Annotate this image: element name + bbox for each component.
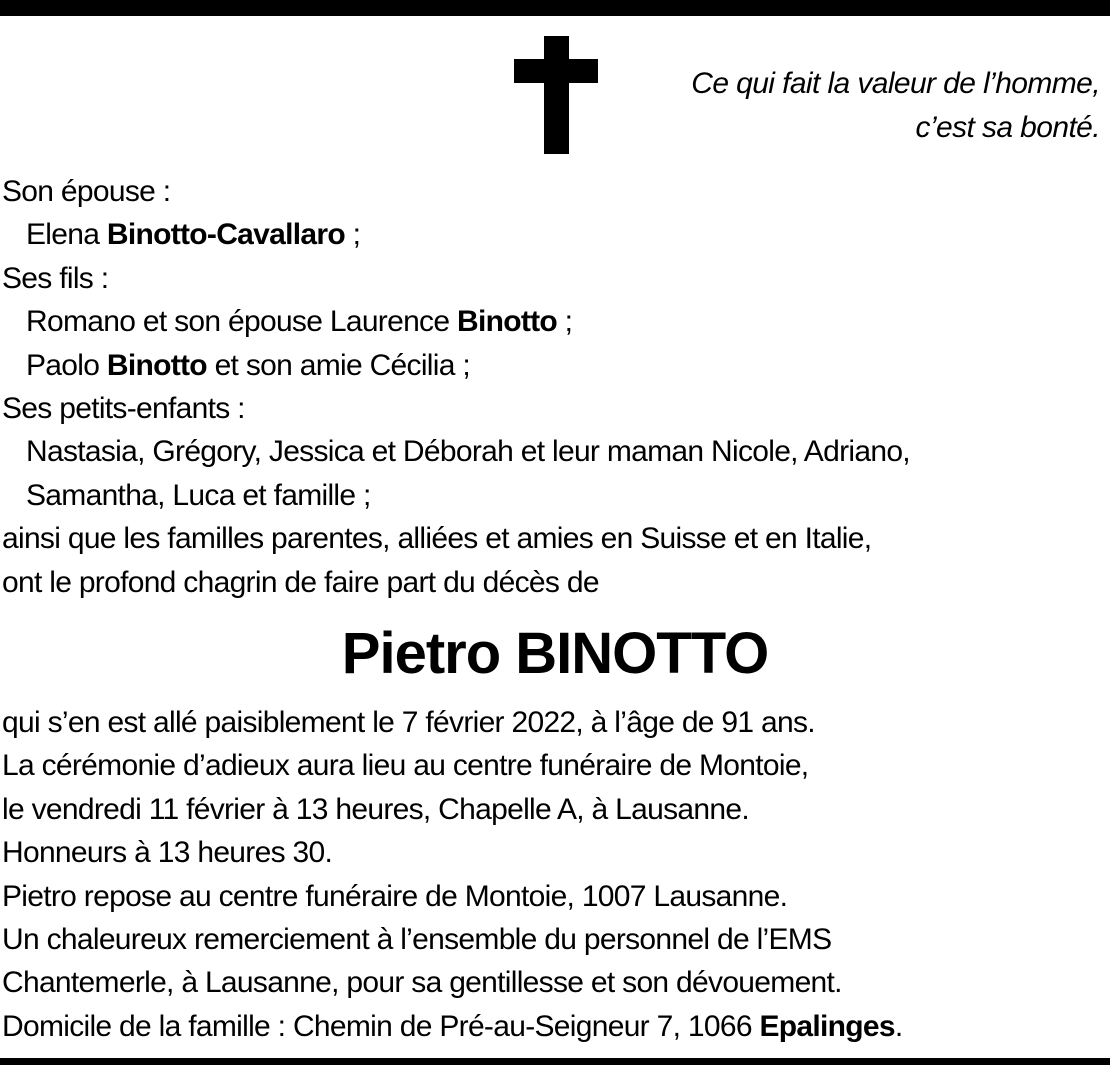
spouse-last-name: Binotto-Cavallaro [106,218,345,252]
family-list [2,170,1102,604]
son-1-entry [2,300,1102,343]
details-line-6: Un chaleureux remerciement à l’ensemble du personnel de l’EMS [2,922,832,956]
relatives-line: ainsi que les familles parentes, alliées et amies en Suisse et en Italie, [2,522,872,556]
son-2-text: et son amie Cécilia ; [206,348,470,382]
bottom-border-rule [0,1058,1110,1065]
son-2-entry [2,344,1102,387]
address-end: . [894,1009,903,1043]
grandchildren-line-1: Nastasia, Grégory, Jessica et Déborah et leur maman Nicole, Adriano, [26,435,910,469]
ceremony-details [2,701,1102,1048]
spouse-entry [2,213,1102,256]
son-2-last-name: Binotto [106,348,207,382]
sons-heading: Ses fils : [2,261,109,295]
details-line-8 [2,1005,1102,1048]
spouse-first-name: Elena [26,218,107,252]
family-town: Epalinges [759,1009,895,1043]
epitaph-line-2: c’est sa bonté. [915,111,1100,144]
details-line-1: qui s’en est allé paisiblement le 7 février 2022, à l’âge de 91 ans. [2,706,815,739]
details-line-2: La cérémonie d’adieux aura lieu au centre funéraire de Montoie, [2,749,809,783]
grandchildren-line-2: Samantha, Luca et famille ; [26,478,371,512]
epitaph-line-1: Ce qui fait la valeur de l’homme, [691,67,1100,100]
son-1-last-name: Binotto [456,305,558,339]
details-line-3: le vendredi 11 février à 13 heures, Chapelle A, à Lausanne. [2,792,750,826]
details-line-7: Chantemerle, à Lausanne, pour sa gentillesse et son dévouement. [2,966,842,1000]
spouse-heading: Son épouse : [2,175,171,208]
epitaph-quote [580,62,1100,150]
deceased-name: Pietro BINOTTO [341,621,769,686]
grandchildren-heading: Ses petits-enfants : [2,391,245,425]
family-address: Domicile de la famille : Chemin de Pré-au-Seigneur 7, 1066 [2,1009,760,1043]
details-line-5: Pietro repose au centre funéraire de Montoie, 1007 Lausanne. [2,879,788,913]
spouse-end: ; [345,218,361,252]
top-border-rule [0,0,1110,16]
son-2-first-name: Paolo [26,348,107,382]
son-1-text: Romano et son épouse Laurence [26,305,457,339]
son-1-end: ; [557,305,573,339]
announcement-line: ont le profond chagrin de faire part du décès de [2,565,599,599]
details-line-4: Honneurs à 13 heures 30. [2,836,333,870]
